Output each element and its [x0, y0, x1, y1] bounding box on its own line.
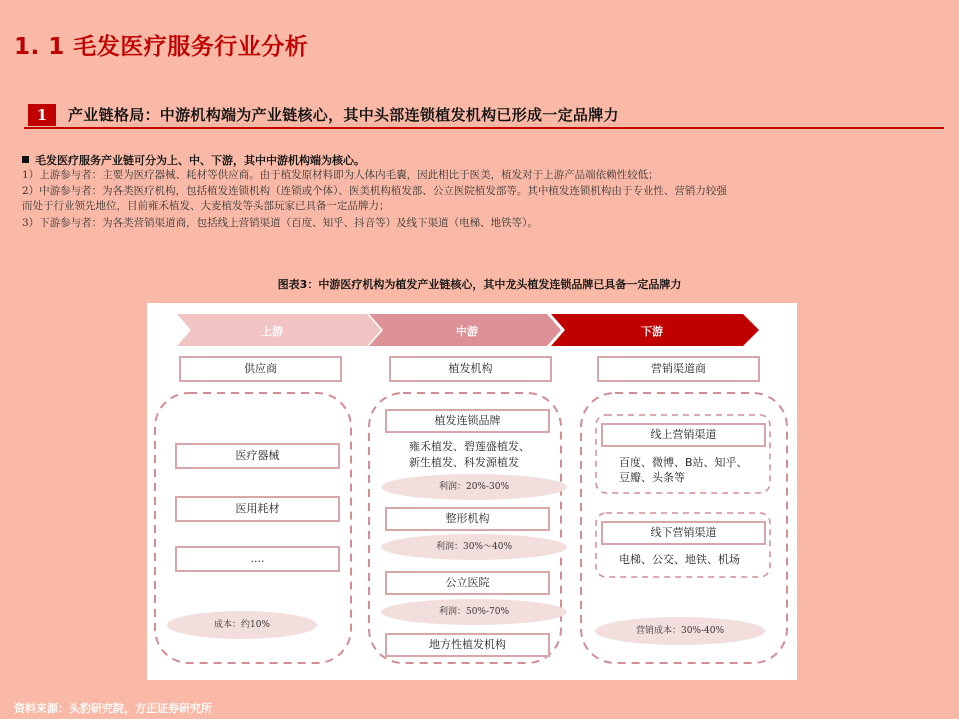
paragraph-downstream: 3）下游参与者：为各类营销渠道商，包括线上营销渠道（百度、知乎、抖音等）及线下渠道（电梯、地铁等）。 [22, 217, 538, 229]
upstream-item-consumables: 医用耗材 [175, 496, 340, 522]
industry-chain-diagram [147, 303, 797, 680]
figure-title: 图表3：中游医疗机构为植发产业链核心，其中龙头植发连锁品牌已具备一定品牌力 [277, 278, 682, 291]
paragraph-midstream: 2）中游参与者：为各类医疗机构，包括植发连锁机构（连锁或个体）、医美机构植发部、公立医院植发部等。其中植发连锁机构由于专业性、营销力较强 [22, 185, 727, 197]
offline-channel-box: 线下营销渠道 [601, 521, 766, 545]
stage-label-upstream: 上游 [261, 325, 283, 338]
page-title: 1. 1 毛发医疗服务行业分析 [14, 34, 309, 60]
public-hospital-profit-oval: 利润：50%-70% [381, 599, 567, 625]
chain-brands-line-1: 雍禾植发、碧莲盛植发、 [409, 440, 530, 453]
plastic-surgery-profit-oval: 利润：30%～40% [381, 534, 567, 560]
marketing-cost-oval: 营销成本：30%-40% [595, 617, 765, 645]
midstream-local-clinics-box: 地方性植发机构 [385, 633, 550, 657]
source-note: 资料来源：头豹研究院，方正证券研究所 [14, 702, 212, 715]
section-heading: 产业链格局：中游机构端为产业链核心，其中头部连锁植发机构已形成一定品牌力 [68, 106, 619, 124]
midstream-public-hospital-box: 公立医院 [385, 571, 550, 595]
online-channel-line-2: 豆瓣、头条等 [619, 471, 685, 484]
stage-label-midstream: 中游 [456, 325, 478, 338]
chain-brands-line-2: 新生植发、科发源植发 [409, 456, 519, 469]
upstream-cost-oval: 成本：约10% [167, 611, 317, 639]
midstream-chain-brands-box: 植发连锁品牌 [385, 409, 550, 433]
online-channel-line-1: 百度、微博、B站、知乎、 [619, 456, 748, 469]
square-bullet-icon [22, 156, 29, 163]
upstream-header-box: 供应商 [179, 356, 342, 382]
offline-channel-line-1: 电梯、公交、地铁、机场 [619, 553, 740, 566]
online-channel-box: 线上营销渠道 [601, 423, 766, 447]
upstream-item-more: .... [175, 546, 340, 572]
chain-brands-profit-oval: 利润：20%-30% [381, 474, 567, 500]
section-number: 1 [28, 104, 56, 126]
summary-bullet [22, 152, 365, 168]
paragraph-midstream-cont: 而处于行业领先地位，目前雍禾植发、大麦植发等头部玩家已具备一定品牌力； [22, 200, 390, 212]
summary-bullet-text: 毛发医疗服务产业链可分为上、中、下游，其中中游机构端为核心。 [35, 154, 365, 167]
upstream-item-medical-devices: 医疗器械 [175, 443, 340, 469]
downstream-header-box: 营销渠道商 [597, 356, 760, 382]
stage-label-downstream: 下游 [641, 325, 663, 338]
paragraph-upstream: 1）上游参与者：主要为医疗器械、耗材等供应商。由于植发原材料即为人体内毛囊，因此相比于医美，植发对于上游产品端依赖性较低； [22, 169, 659, 181]
midstream-header-box: 植发机构 [389, 356, 552, 382]
midstream-plastic-surgery-box: 整形机构 [385, 507, 550, 531]
